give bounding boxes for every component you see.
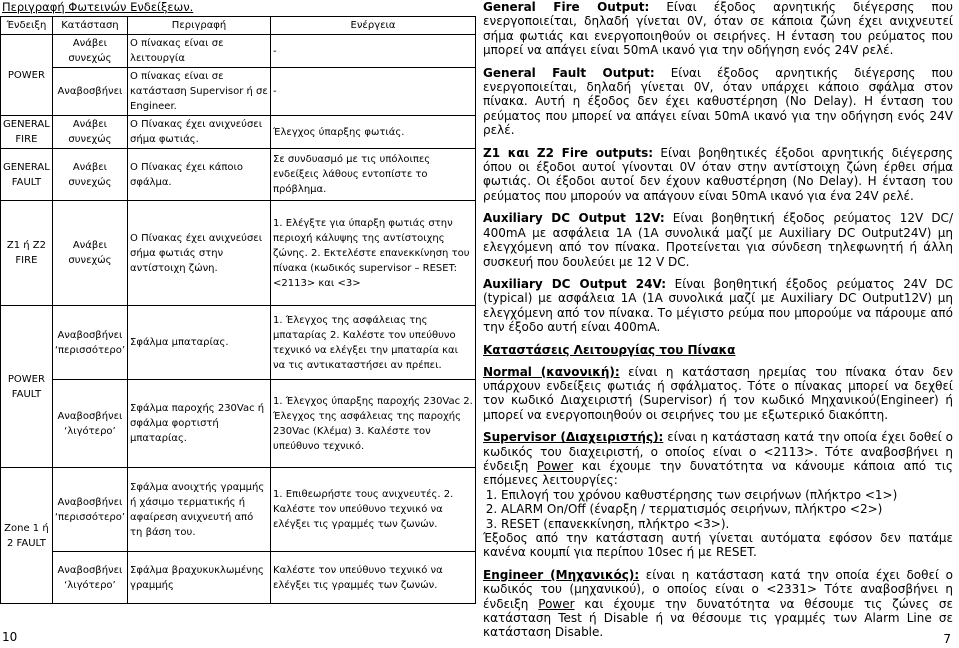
- power-indicator-ref: Power: [538, 596, 575, 611]
- description-cell: Ο πίνακας είναι σε λειτουργία: [128, 35, 271, 68]
- left-page: [0, 0, 478, 648]
- general-fire-output-text: Είναι έξοδος αρνητικής διέγερσης που ενεργοποιείται, δηλαδή γίνεται 0V, όταν σε κάποια ζώνη έχει ανιχνευτεί σήμα φωτιάς και ενεργοποιηθούν οι σειρήνες. Η ένταση του ρεύματος που μπορεί να απάγει είναι 50mA ικανό για την οδήγηση ενός 24V ρελέ.: [483, 0, 954, 58]
- power-indicator-ref: Power: [536, 458, 574, 473]
- list-item: 1. Επιλογή του χρόνου καθυστέρησης των σειρήνων (πλήκτρο <1>): [501, 488, 953, 502]
- state-cell: Αναβοσβήνει: [52, 68, 127, 116]
- action-cell: 1. Έλεγχος της ασφάλειας της μπαταρίας 2. Καλέστε τον υπεύθυνο τεχνικό να ελέγξει την μπαταρία και να τις αντικαταστήσει αν πρέπει.: [271, 306, 476, 380]
- state-cell: Ανάβει συνεχώς: [52, 116, 127, 149]
- supervisor-mode-label: Supervisor (Διαχειριστής):: [483, 430, 664, 445]
- header-description: Περιγραφή: [128, 17, 271, 35]
- general-fire-output-paragraph: [483, 0, 953, 58]
- state-cell: Ανάβει συνεχώς: [52, 149, 127, 201]
- page-number: 10: [2, 630, 18, 644]
- action-cell: Καλέστε τον υπεύθυνο τεχνικό να ελέγξει τις γραμμές των ζωνών.: [271, 552, 476, 604]
- action-cell: Έλεγχος ύπαρξης φωτιάς.: [271, 116, 476, 149]
- action-cell: Σε συνδυασμό με τις υπόλοιπες ενδείξεις λάθους εντοπίστε το πρόβλημα.: [271, 149, 476, 201]
- indicator-table: [0, 16, 476, 604]
- engineer-mode-text-2: και έχουμε την δυνατότητα να θέσουμε τις ζώνες σε κατάσταση Test ή Disable ή να θέσουμε τις γραμμές των Alarm Line σε κατάσταση Disable.: [483, 596, 953, 640]
- supervisor-mode-text: είναι η κατάσταση κατά την οποία έχει δοθεί ο κωδικός του διαχειριστή, ο οποίος είναι ο <2113>. Τότε αναβοσβήνει η ένδειξη: [483, 430, 953, 473]
- description-cell: Σφάλμα μπαταρίας.: [128, 306, 271, 380]
- indicator-cell: GENERAL FAULT: [1, 149, 53, 201]
- state-cell: Αναβοσβήνει ‘περισσότερο’: [52, 468, 127, 552]
- state-cell: Αναβοσβήνει ‘λιγότερο’: [52, 380, 127, 468]
- zone-fire-outputs-paragraph: [483, 146, 953, 204]
- table-row: [1, 149, 476, 201]
- action-cell: -: [271, 35, 476, 68]
- supervisor-mode-text-2: και έχουμε την δυνατότητα να κάνουμε κάποια από τις επόμενες λειτουργίες:: [483, 458, 953, 488]
- header-state: Κατάσταση: [52, 17, 127, 35]
- indicator-cell: POWER: [1, 35, 53, 116]
- general-fault-output-text: Είναι έξοδος αρνητικής διέγερσης που ενεργοποιείται, δηλαδή γίνεται 0V, όταν υπάρχει κάποιο σφάλμα στον πίνακα. Αυτή η έξοδος δεν έχει καθυστέρηση (No Delay). Η ένταση του ρεύματος που μπορεί να απάγει είναι 50mA ικανό για την οδήγηση ενός 24V ρελέ.: [483, 65, 953, 138]
- state-cell: Ανάβει συνεχώς: [52, 35, 127, 68]
- list-item: 3. RESET (επανεκκίνηση, πλήκτρο <3>).: [501, 517, 953, 531]
- description-cell: Σφάλμα βραχυκυκλωμένης γραμμής: [128, 552, 271, 604]
- list-item: 2. ALARM On/Off (έναρξη / τερματισμός σειρήνων, πλήκτρο <2>): [501, 502, 953, 516]
- engineer-mode-text: είναι η κατάσταση κατά την οποία έχει δοθεί ο κωδικός του (μηχανικού), ο οποίος είναι ο <2331> Τότε αναβοσβήνει η ένδειξη: [483, 567, 954, 611]
- indicator-cell: Zone 1 ή 2 FAULT: [1, 468, 53, 604]
- state-cell: Αναβοσβήνει ‘περισσότερο’: [52, 306, 127, 380]
- indicator-cell: GENERAL FIRE: [1, 116, 53, 149]
- supervisor-exit-text: Έξοδος από την κατάσταση αυτή γίνεται αυτόματα εφόσον δεν πατάμε κανένα κουμπί για περίπου 10sec ή με RESET.: [483, 531, 953, 560]
- section-title: Καταστάσεις Λειτουργίας του Πίνακα: [483, 342, 736, 357]
- zone-fire-outputs-label: Z1 και Z2 Fire outputs:: [483, 145, 654, 160]
- page-number: 7: [943, 632, 951, 646]
- table-row: [1, 468, 476, 552]
- aux-24v-paragraph: [483, 277, 953, 335]
- normal-mode-text: είναι η κατάσταση ηρεμίας του πίνακα όταν δεν υπάρχουν ενδείξεις φωτιάς ή σφάλματος. Τότε ο πίνακας μπορεί να δεχθεί τον κωδικό Διαχειριστή (Supervisor) ή τον κωδικό Μηχανικού(Engineer) ή μπορεί να ενεργοποιηθούν οι σειρήνες του με εξωτερικό διακόπτη.: [483, 364, 953, 422]
- table-header-row: [1, 17, 476, 35]
- action-cell: 1. Επιθεωρήστε τους ανιχνευτές. 2. Καλέστε τον υπεύθυνο τεχνικό να ελέγξει τις γραμμές των ζωνών.: [271, 468, 476, 552]
- engineer-mode-paragraph: [483, 568, 953, 640]
- state-cell: Αναβοσβήνει ‘λιγότερο’: [52, 552, 127, 604]
- aux-12v-paragraph: [483, 211, 953, 269]
- description-cell: Ο Πίνακας έχει ανιχνεύσει σήμα φωτιάς στην αντίστοιχη ζώνη.: [128, 201, 271, 306]
- right-page: [483, 0, 953, 648]
- general-fault-output-paragraph: [483, 66, 953, 138]
- table-row: [1, 306, 476, 380]
- table-row: [1, 552, 476, 604]
- action-cell: 1. Έλεγχος ύπαρξης παροχής 230Vac 2. Έλεγχος της ασφάλειας της παροχής 230Vac (Κλέμα) 3. Καλέστε τον υπεύθυνο τεχνικό.: [271, 380, 476, 468]
- aux-24v-text: Είναι βοηθητική έξοδος ρεύματος 24V DC (typical) με ασφάλεια 1Α (1Α συνολικά μαζί με Auxiliary DC Output12V) μη ελεγχόμενη από τον πίνακα. Το μέγιστο ρεύμα που μπορούμε να πάρουμε από την έξοδο αυτή είναι 400mA.: [483, 276, 953, 335]
- zone-fire-outputs-text: Είναι βοηθητικές έξοδοι αρνητικής διέγερσης όπου οι έξοδοι αυτοί γίνονται 0V όταν στην αντίστοιχη ζώνη έρθει σήμα φωτιάς. Οι έξοδοι αυτοί δεν έχουν καθυστέρηση (No Delay). Η ένταση του ρεύματος που μπορούν να απάγουν είναι 50mA ικανό για ένα 24V ρελέ.: [483, 145, 953, 203]
- header-action: Ενέργεια: [271, 17, 476, 35]
- description-cell: Ο Πίνακας έχει κάποιο σφάλμα.: [128, 149, 271, 201]
- general-fire-output-label: General Fire Output:: [483, 0, 650, 14]
- engineer-mode-label: Engineer (Μηχανικός):: [483, 567, 640, 582]
- description-cell: Σφάλμα παροχής 230Vac ή σφάλμα φορτιστή μπαταρίας.: [128, 380, 271, 468]
- indicator-cell: Z1 ή Z2 FIRE: [1, 201, 53, 306]
- normal-mode-label: Normal (κανονική):: [483, 364, 620, 379]
- aux-24v-label: Auxiliary DC Output 24V:: [483, 276, 667, 291]
- aux-12v-text: Είναι βοηθητική έξοδος ρεύματος 12V DC/ 400mA με ασφάλεια 1Α (1Α συνολικά μαζί με Auxiliary DC Output24V) μη ελεγχόμενη από τον πίνακα. Προτείνεται για σύνδεση τηλεφωνητή ή άλλη συσκευή που δουλεύει με 12 V DC.: [483, 211, 953, 269]
- header-indicator: Ένδειξη: [1, 17, 53, 35]
- table-row: [1, 68, 476, 116]
- description-cell: Ο Πίνακας έχει ανιχνεύσει σήμα φωτιάς.: [128, 116, 271, 149]
- supervisor-mode-block: [483, 430, 953, 560]
- indicator-cell: POWER FAULT: [1, 306, 53, 468]
- general-fault-output-label: General Fault Output:: [483, 65, 655, 80]
- state-cell: Ανάβει συνεχώς: [52, 201, 127, 306]
- action-cell: 1. Ελέγξτε για ύπαρξη φωτιάς στην περιοχή κάλυψης της αντίστοιχης ζώνης. 2. Εκτελέστε επανεκκίνηση του πίνακα (κωδικός supervisor – RESET: <2113> και <3>: [271, 201, 476, 306]
- table-row: [1, 116, 476, 149]
- table-row: [1, 380, 476, 468]
- supervisor-options-list: [483, 488, 953, 531]
- action-cell: -: [271, 68, 476, 116]
- aux-12v-label: Auxiliary DC Output 12V:: [483, 211, 665, 226]
- table-row: [1, 35, 476, 68]
- page-title: Περιγραφή Φωτεινών Ενδείξεων.: [2, 0, 194, 14]
- normal-mode-paragraph: [483, 365, 953, 423]
- description-cell: Σφάλμα ανοιχτής γραμμής ή χάσιμο τερματικής ή αφαίρεση ανιχνευτή από τη βάση του.: [128, 468, 271, 552]
- table-row: [1, 201, 476, 306]
- description-cell: Ο πίνακας είναι σε κατάσταση Supervisor ή σε Engineer.: [128, 68, 271, 116]
